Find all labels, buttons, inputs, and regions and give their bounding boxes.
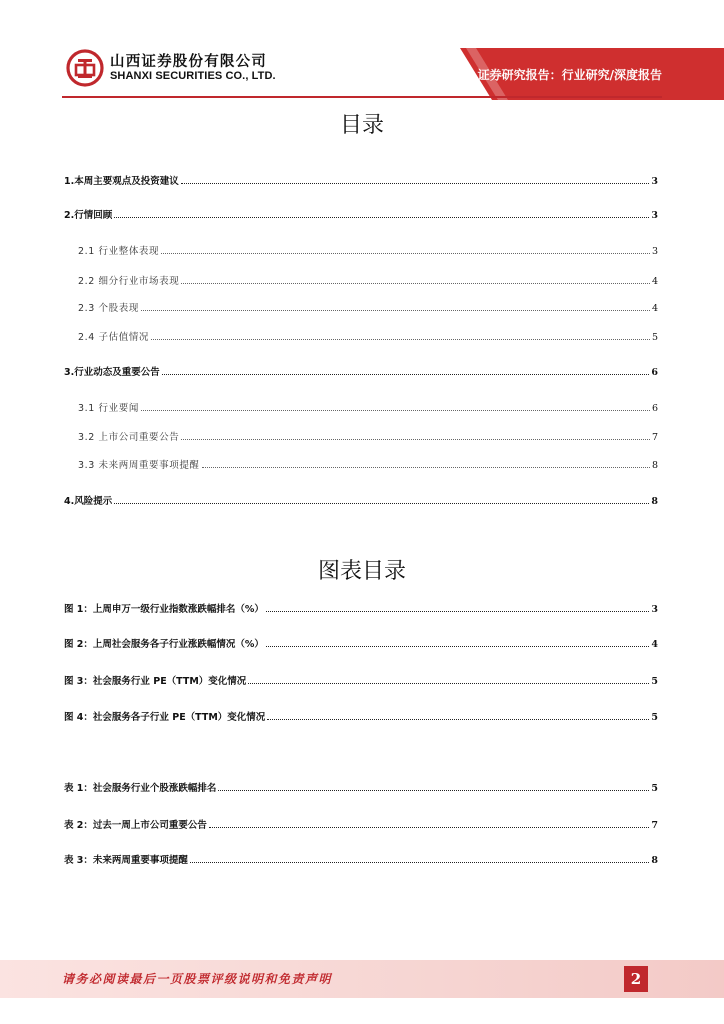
toc-leader-dots xyxy=(114,503,649,504)
table-entry[interactable] xyxy=(64,778,658,794)
figure-entry-label: 图 2：上周社会服务各子行业涨跌幅情况（%） xyxy=(64,639,264,650)
toc-subentry[interactable] xyxy=(78,298,658,314)
toc-leader-dots xyxy=(267,719,649,720)
toc-entry[interactable] xyxy=(64,205,658,221)
toc-subentry[interactable] xyxy=(78,398,658,414)
figure-entry-page: 5 xyxy=(651,676,658,687)
toc-entry-label: 3.3 未来两周重要事项提醒 xyxy=(78,460,200,471)
toc-entry-label: 2.4 子估值情况 xyxy=(78,332,150,343)
header-divider xyxy=(62,96,662,98)
table-entry[interactable] xyxy=(64,850,658,866)
figure-entry-page: 3 xyxy=(651,604,658,615)
table-entry-label: 表 1：社会服务行业个股涨跌幅排名 xyxy=(64,783,217,794)
toc-entry-page: 8 xyxy=(651,460,658,471)
table-entry-page: 7 xyxy=(651,820,658,831)
toc-entry-page: 3 xyxy=(651,176,658,187)
figure-entry[interactable] xyxy=(64,707,658,723)
toc-entry-page: 3 xyxy=(651,246,658,257)
toc-leader-dots xyxy=(209,827,649,828)
toc-leader-dots xyxy=(248,683,649,684)
table-entry-label: 表 3：未来两周重要事项提醒 xyxy=(64,855,188,866)
toc-subentry[interactable] xyxy=(78,241,658,257)
toc-entry-label: 1.本周主要观点及投资建议 xyxy=(64,176,179,187)
toc-entry-label: 2.1 行业整体表现 xyxy=(78,246,160,257)
table-entry-page: 5 xyxy=(651,783,658,794)
toc-leader-dots xyxy=(181,183,650,184)
report-type-label: 证券研究报告：行业研究/深度报告 xyxy=(477,68,662,82)
toc-leader-dots xyxy=(202,467,650,468)
toc-leader-dots xyxy=(161,253,650,254)
table-entry-page: 8 xyxy=(651,855,658,866)
disclaimer-text: 请务必阅读最后一页股票评级说明和免责声明 xyxy=(62,972,333,986)
toc-entry-label: 3.2 上市公司重要公告 xyxy=(78,432,180,443)
toc-subentry[interactable] xyxy=(78,327,658,343)
toc-leader-dots xyxy=(218,790,649,791)
toc-entry-page: 4 xyxy=(651,276,658,287)
toc-entry-page: 8 xyxy=(651,496,658,507)
toc-entry-page: 3 xyxy=(651,210,658,221)
company-name-cn: 山西证券股份有限公司 xyxy=(110,54,267,70)
toc-leader-dots xyxy=(181,283,650,284)
toc-leader-dots xyxy=(266,611,649,612)
toc-entry[interactable] xyxy=(64,491,658,507)
toc-subentry[interactable] xyxy=(78,427,658,443)
toc-leader-dots xyxy=(114,217,649,218)
page-number-badge: 2 xyxy=(624,966,648,992)
toc-leader-dots xyxy=(141,310,650,311)
toc-entry-label: 3.行业动态及重要公告 xyxy=(64,367,160,378)
company-name-en: SHANXI SECURITIES CO., LTD. xyxy=(110,70,276,82)
toc-title: 目录 xyxy=(339,113,384,138)
toc-leader-dots xyxy=(141,410,650,411)
toc-entry-page: 7 xyxy=(651,432,658,443)
toc-entry-label: 2.3 个股表现 xyxy=(78,303,139,314)
toc-entry-label: 3.1 行业要闻 xyxy=(78,403,139,414)
toc-leader-dots xyxy=(181,439,650,440)
figure-entry[interactable] xyxy=(64,634,658,650)
toc-subentry[interactable] xyxy=(78,271,658,287)
toc-entry[interactable] xyxy=(64,171,658,187)
figure-entry[interactable] xyxy=(64,671,658,687)
toc-entry-page: 4 xyxy=(651,303,658,314)
toc-leader-dots xyxy=(162,374,650,375)
page-header xyxy=(0,0,724,100)
toc-entry-page: 5 xyxy=(651,332,658,343)
figure-entry-page: 5 xyxy=(651,712,658,723)
figure-entry-label: 图 3：社会服务行业 PE（TTM）变化情况 xyxy=(64,676,247,687)
toc-entry-label: 2.行情回顾 xyxy=(64,210,113,221)
table-entry-label: 表 2：过去一周上市公司重要公告 xyxy=(64,820,207,831)
toc-entry[interactable] xyxy=(64,362,658,378)
company-logo-icon xyxy=(66,49,104,87)
figure-entry-label: 图 4：社会服务各子行业 PE（TTM）变化情况 xyxy=(64,712,266,723)
toc-entry-page: 6 xyxy=(651,403,658,414)
figure-entry-page: 4 xyxy=(651,639,658,650)
figure-entry-label: 图 1：上周申万一级行业指数涨跌幅排名（%） xyxy=(64,604,264,615)
toc-entry-label: 2.2 细分行业市场表现 xyxy=(78,276,180,287)
figure-list-title: 图表目录 xyxy=(317,559,406,584)
header-banner xyxy=(0,0,724,100)
toc-leader-dots xyxy=(151,339,650,340)
toc-subentry[interactable] xyxy=(78,455,658,471)
toc-leader-dots xyxy=(190,862,649,863)
toc-entry-page: 6 xyxy=(651,367,658,378)
toc-leader-dots xyxy=(266,646,649,647)
figure-entry[interactable] xyxy=(64,599,658,615)
toc-entry-label: 4.风险提示 xyxy=(64,496,113,507)
table-entry[interactable] xyxy=(64,815,658,831)
